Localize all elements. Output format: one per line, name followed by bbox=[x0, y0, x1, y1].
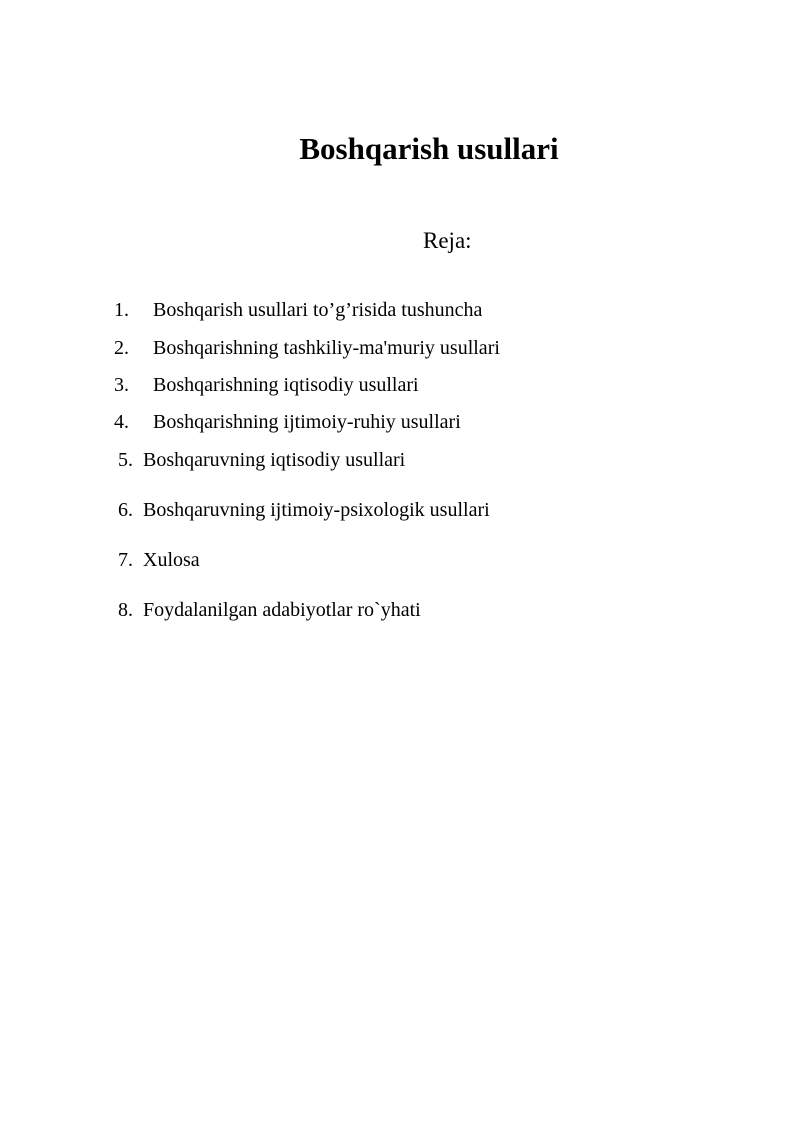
plan-item bbox=[0, 409, 800, 435]
plan-item-text: Boshqarishning ijtimoiy-ruhiy usullari bbox=[153, 411, 461, 433]
plan-item-number: 6. bbox=[118, 499, 133, 521]
plan-item-number: 1. bbox=[114, 299, 129, 321]
plan-item bbox=[0, 497, 800, 523]
plan-item-number: 4. bbox=[114, 411, 129, 433]
plan-item-text: Boshqaruvning ijtimoiy-psixologik usullari bbox=[143, 499, 490, 521]
plan-item-text: Boshqaruvning iqtisodiy usullari bbox=[143, 449, 406, 471]
plan-item-number: 3. bbox=[114, 374, 129, 396]
plan-item-number: 7. bbox=[118, 549, 133, 571]
plan-item-text: Boshqarish usullari to’g’risida tushuncha bbox=[153, 299, 483, 321]
plan-item-number: 8. bbox=[118, 599, 133, 621]
plan-item-number: 5. bbox=[118, 449, 133, 471]
plan-item bbox=[0, 335, 800, 361]
plan-item bbox=[0, 297, 800, 323]
plan-item-text: Boshqarishning tashkiliy-ma'muriy usullari bbox=[153, 337, 500, 359]
plan-item-text: Foydalanilgan adabiyotlar ro`yhati bbox=[143, 599, 421, 621]
plan-item bbox=[0, 597, 800, 623]
plan-item bbox=[0, 547, 800, 573]
plan-heading: Reja: bbox=[423, 228, 472, 253]
plan-item bbox=[0, 447, 800, 473]
plan-item-text: Boshqarishning iqtisodiy usullari bbox=[153, 374, 419, 396]
plan-item-text: Xulosa bbox=[143, 549, 200, 571]
document-title: Boshqarish usullari bbox=[299, 131, 559, 166]
plan-item-number: 2. bbox=[114, 337, 129, 359]
plan-item bbox=[0, 372, 800, 398]
